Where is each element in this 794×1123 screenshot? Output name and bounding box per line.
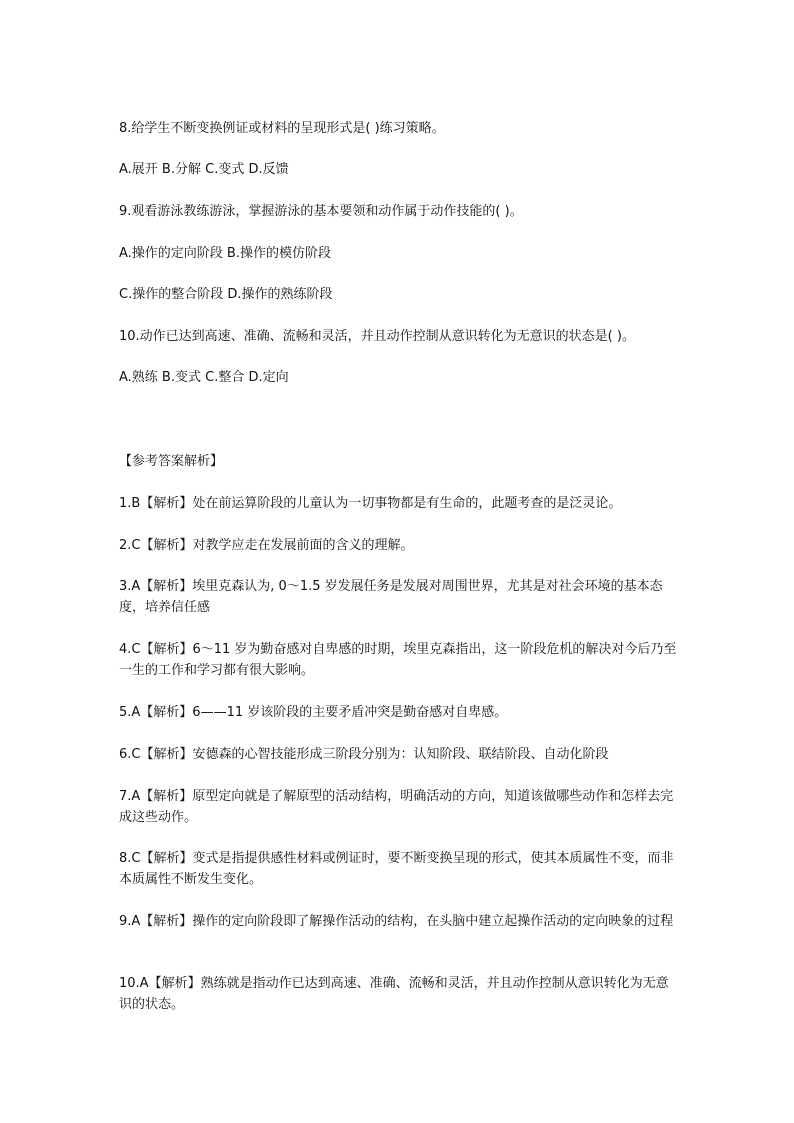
answer-1: 1.B【解析】处在前运算阶段的儿童认为一切事物都是有生命的，此题考查的是泛灵论。 [119,496,622,511]
answer-9: 9.A【解析】操作的定向阶段即了解操作活动的结构，在头脑中建立起操作活动的定向映象的过程 [119,914,674,929]
answer-6: 6.C【解析】安德森的心智技能形成三阶段分别为：认知阶段、联结阶段、自动化阶段 [119,747,609,762]
answer-8: 8.C【解析】变式是指提供感性材料或例证时，要不断变换呈现的形式，使其本质属性不变，而非本质属性不断发生变化。 [119,851,674,887]
answer-7: 7.A【解析】原型定向就是了解原型的活动结构，明确活动的方向，知道该做哪些动作和怎样去完成这些动作。 [119,789,674,825]
question-10-stem: 10.动作已达到高速、准确、流畅和灵活，并且动作控制从意识转化为无意识的状态是( )。 [119,329,635,344]
answer-5: 5.A【解析】6——11 岁该阶段的主要矛盾冲突是勤奋感对自卑感。 [119,705,508,720]
answers-title: 【参考答案解析】 [119,454,224,469]
question-8-stem: 8.给学生不断变换例证或材料的呈现形式是( )练习策略。 [119,121,445,136]
answer-4: 4.C【解析】6～11 岁为勤奋感对自卑感的时期，埃里克森指出，这一阶段危机的解决对今后乃至一生的工作和学习都有很大影响。 [119,642,677,678]
answer-3: 3.A【解析】埃里克森认为, 0～1.5 岁发展任务是发展对周围世界，尤其是对社会环境的基本态度，培养信任感 [119,579,663,615]
question-8-options: A.展开 B.分解 C.变式 D.反馈 [119,162,289,177]
answer-10: 10.A【解析】熟练就是指动作已达到高速、准确、流畅和灵活，并且动作控制从意识转化为无意识的状态。 [119,976,669,1012]
answer-2: 2.C【解析】对教学应走在发展前面的含义的理解。 [119,538,414,553]
question-9-options-1: A.操作的定向阶段 B.操作的模仿阶段 [119,246,331,261]
question-10-options: A.熟练 B.变式 C.整合 D.定向 [119,370,289,385]
question-9-options-2: C.操作的整合阶段 D.操作的熟练阶段 [119,287,333,302]
question-9-stem: 9.观看游泳教练游泳，掌握游泳的基本要领和动作属于动作技能的( )。 [119,204,523,219]
